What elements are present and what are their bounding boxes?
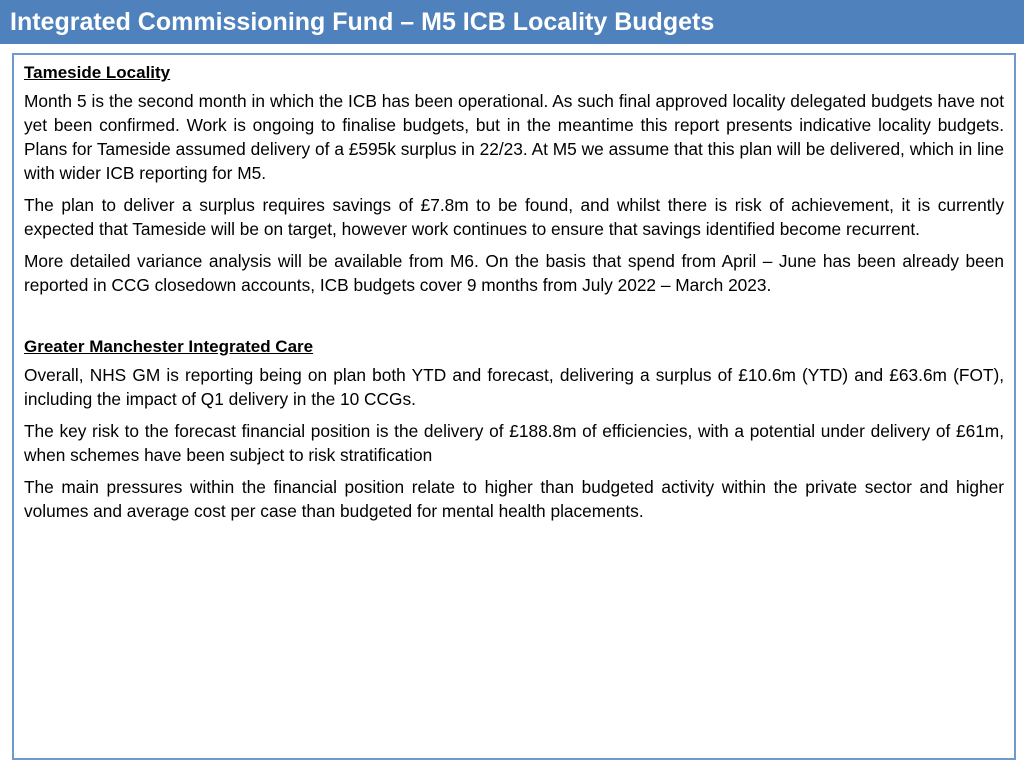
content-box <box>12 53 1016 760</box>
paragraph: The key risk to the forecast financial position is the delivery of £188.8m of efficiencies, with a potential under delivery of £61m, when schemes have been subject to risk stratification <box>24 421 1004 465</box>
paragraph: Month 5 is the second month in which the ICB has been operational. As such final approved locality delegated budgets have not yet been confirmed. Work is ongoing to finalise budgets, but in the meantime this report presents indicative locality budgets. Plans for Tameside assumed delivery of a £595k surplus in 22/23. At M5 we assume that this plan will be delivered, which in line with wider ICB reporting for M5. <box>24 91 1004 183</box>
section-gm-integrated-care <box>24 335 1004 523</box>
section-tameside <box>24 61 1004 297</box>
paragraph: The plan to deliver a surplus requires savings of £7.8m to be found, and whilst there is risk of achievement, it is currently expected that Tameside will be on target, however work continues to ensure that savings identified become recurrent. <box>24 195 1004 239</box>
paragraph: Overall, NHS GM is reporting being on plan both YTD and forecast, delivering a surplus of £10.6m (YTD) and £63.6m (FOT), including the impact of Q1 delivery in the 10 CCGs. <box>24 365 1004 409</box>
section-heading-gm: Greater Manchester Integrated Care <box>24 337 314 356</box>
title-bar <box>0 0 1024 44</box>
paragraph: The main pressures within the financial position relate to higher than budgeted activity within the private sector and higher volumes and average cost per case than budgeted for mental health placements. <box>24 477 1004 521</box>
section-heading-tameside: Tameside Locality <box>24 63 171 82</box>
page-title: Integrated Commissioning Fund – M5 ICB Locality Budgets <box>10 8 715 36</box>
paragraph: More detailed variance analysis will be available from M6. On the basis that spend from April – June has been already been reported in CCG closedown accounts, ICB budgets cover 9 months from July 2022 – March 2023. <box>24 251 1004 295</box>
section-spacer <box>24 305 1004 335</box>
